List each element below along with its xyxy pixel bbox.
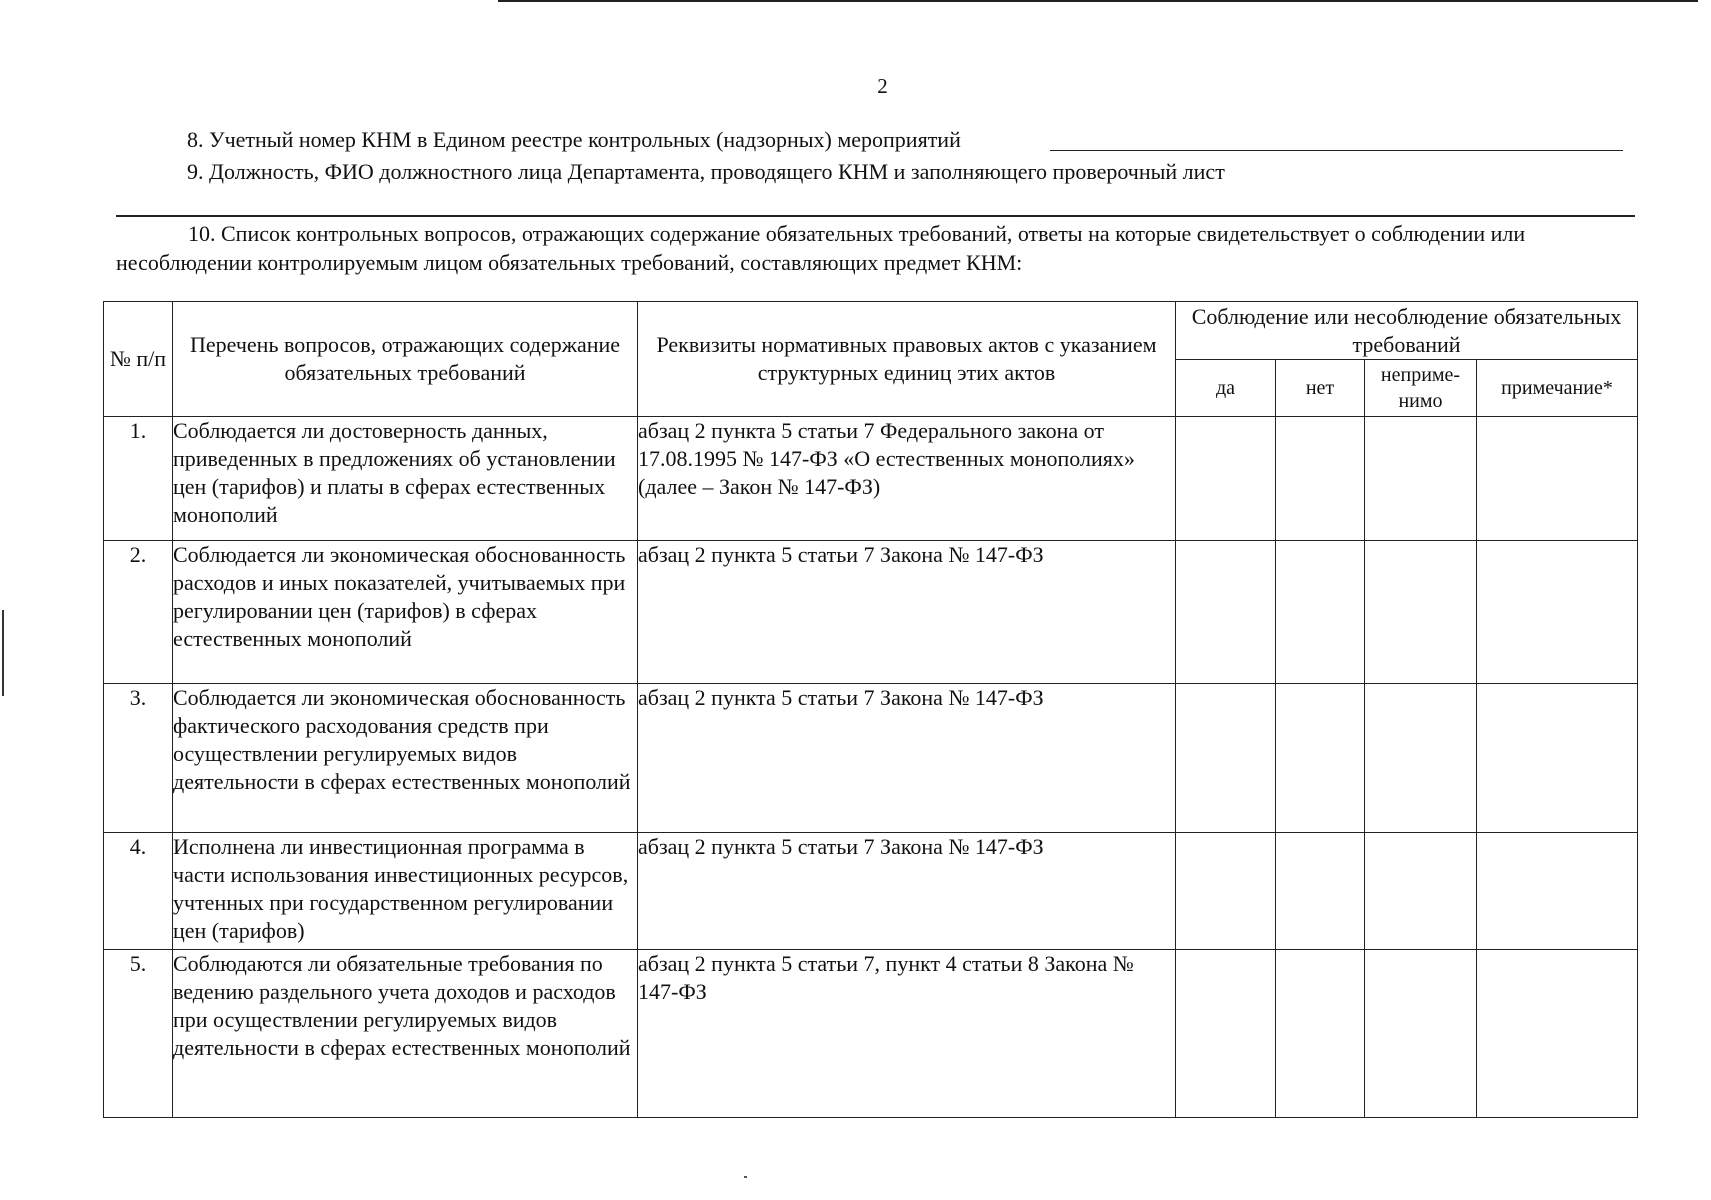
row-number: 1. [104, 417, 173, 541]
row-question: Соблюдается ли экономическая обоснованность фактического расходования средств при осуществлении регулируемых видов деятельности в сферах естественных монополий [173, 684, 638, 833]
cell-not-applicable[interactable] [1365, 950, 1477, 1118]
table-row [104, 684, 1638, 833]
item-8-record-number: 8. Учетный номер КНМ в Едином реестре контрольных (надзорных) мероприятий [187, 127, 961, 152]
cell-no[interactable] [1276, 541, 1365, 684]
cell-no[interactable] [1276, 417, 1365, 541]
row-acts: абзац 2 пункта 5 статьи 7 Закона № 147-ФЗ [638, 684, 1176, 833]
row-number: 2. [104, 541, 173, 684]
row-question: Соблюдаются ли обязательные требования по ведению раздельного учета доходов и расходов при осуществлении регулируемых видов деятельности в сферах естественных монополий [173, 950, 638, 1118]
row-number: 5. [104, 950, 173, 1118]
scan-edge-mark [2, 610, 4, 696]
row-question: Исполнена ли инвестиционная программа в части использования инвестиционных ресурсов, учтенных при государственном регулировании цен (тарифов) [173, 833, 638, 950]
header-acts: Реквизиты нормативных правовых актов с указанием структурных единиц этих актов [638, 302, 1176, 417]
cell-yes[interactable] [1176, 417, 1276, 541]
item-9-official: 9. Должность, ФИО должностного лица Департамента, проводящего КНМ и заполняющего проверочный лист [187, 159, 1225, 184]
cell-not-applicable[interactable] [1365, 417, 1477, 541]
table-row [104, 833, 1638, 950]
cell-not-applicable[interactable] [1365, 541, 1477, 684]
row-acts: абзац 2 пункта 5 статьи 7 Закона № 147-ФЗ [638, 833, 1176, 950]
cell-no[interactable] [1276, 833, 1365, 950]
cell-note[interactable] [1477, 684, 1638, 833]
cell-note[interactable] [1477, 833, 1638, 950]
cell-no[interactable] [1276, 950, 1365, 1118]
table-row [104, 950, 1638, 1118]
table-row [104, 541, 1638, 684]
cell-no[interactable] [1276, 684, 1365, 833]
row-acts: абзац 2 пункта 5 статьи 7 Федерального закона от 17.08.1995 № 147-ФЗ «О естественных монополиях» (далее – Закон № 147-ФЗ) [638, 417, 1176, 541]
cell-not-applicable[interactable] [1365, 833, 1477, 950]
item-8-fill-line [1050, 150, 1623, 151]
cell-note[interactable] [1477, 541, 1638, 684]
checklist-table [103, 301, 1638, 1118]
row-question: Соблюдается ли достоверность данных, приведенных в предложениях об установлении цен (тарифов) и платы в сферах естественных монополий [173, 417, 638, 541]
cell-note[interactable] [1477, 950, 1638, 1118]
table-row [104, 417, 1638, 541]
header-number: № п/п [104, 302, 173, 417]
header-questions: Перечень вопросов, отражающих содержание обязательных требований [173, 302, 638, 417]
cell-note[interactable] [1477, 417, 1638, 541]
top-edge-rule [498, 0, 1698, 2]
row-acts: абзац 2 пункта 5 статьи 7 Закона № 147-ФЗ [638, 541, 1176, 684]
table-header-row [104, 302, 1638, 360]
cell-yes[interactable] [1176, 950, 1276, 1118]
row-number: 4. [104, 833, 173, 950]
header-no: нет [1276, 360, 1365, 417]
page-number: 2 [877, 74, 888, 98]
header-yes: да [1176, 360, 1276, 417]
item-9-fill-line [116, 215, 1635, 217]
item-10-intro: 10. Список контрольных вопросов, отражающих содержание обязательных требований, ответы на которые свидетельствует о соблюдении или несоблюдении контролируемым лицом обязательных требований, составляющих предмет КНМ: [116, 221, 1526, 275]
row-question: Соблюдается ли экономическая обоснованность расходов и иных показателей, учитываемых при регулировании цен (тарифов) в сферах естественных монополий [173, 541, 638, 684]
cell-yes[interactable] [1176, 541, 1276, 684]
cell-yes[interactable] [1176, 684, 1276, 833]
header-compliance-group: Соблюдение или несоблюдение обязательных требований [1176, 302, 1638, 360]
scan-speck [744, 1176, 747, 1178]
row-number: 3. [104, 684, 173, 833]
header-not-applicable: неприме-нимо [1365, 360, 1477, 417]
row-acts: абзац 2 пункта 5 статьи 7, пункт 4 статьи 8 Закона № 147-ФЗ [638, 950, 1176, 1118]
cell-not-applicable[interactable] [1365, 684, 1477, 833]
header-note: примечание* [1477, 360, 1638, 417]
cell-yes[interactable] [1176, 833, 1276, 950]
